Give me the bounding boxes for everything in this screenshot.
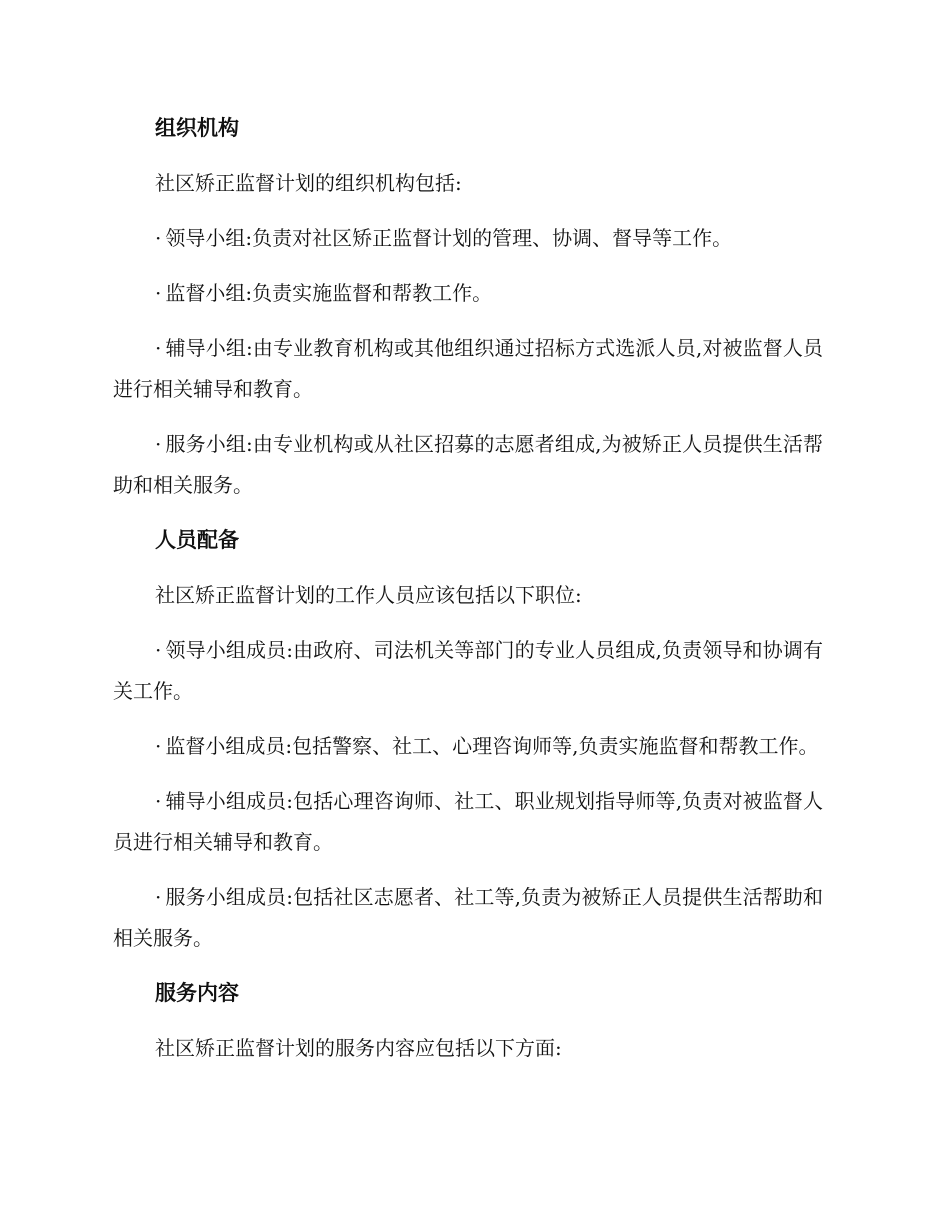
section-intro: 社区矫正监督计划的工作人员应该包括以下职位:: [155, 583, 582, 607]
section-heading: 组织机构: [155, 116, 239, 140]
bullet-dot-icon: ·: [155, 885, 162, 909]
bullet-text: 服务小组:由专业机构或从社区招募的志愿者组成,为被矫正人员提供生活帮助和相关服务。: [113, 432, 823, 497]
bullet-item: [113, 781, 823, 863]
section-intro: 社区矫正监督计划的组织机构包括:: [155, 171, 462, 195]
bullet-dot-icon: ·: [155, 734, 162, 758]
section-heading: 人员配备: [155, 528, 239, 552]
bullet-item: [113, 218, 823, 259]
bullet-text: 监督小组:负责实施监督和帮教工作。: [165, 281, 493, 305]
bullet-text: 服务小组成员:包括社区志愿者、社工等,负责为被矫正人员提供生活帮助和相关服务。: [113, 885, 823, 950]
section-heading: 服务内容: [155, 981, 239, 1005]
bullet-dot-icon: ·: [155, 432, 162, 456]
bullet-text: 监督小组成员:包括警察、社工、心理咨询师等,负责实施监督和帮教工作。: [165, 734, 819, 758]
bullet-item: [113, 424, 823, 506]
bullet-dot-icon: ·: [155, 638, 162, 662]
bullet-item: [113, 630, 823, 712]
bullet-text: 辅导小组成员:包括心理咨询师、社工、职业规划指导师等,负责对被监督人员进行相关辅导和教育。: [113, 789, 823, 854]
bullet-dot-icon: ·: [155, 789, 162, 813]
bullet-text: 领导小组:负责对社区矫正监督计划的管理、协调、督导等工作。: [165, 226, 733, 250]
bullet-dot-icon: ·: [155, 226, 162, 250]
bullet-text: 辅导小组:由专业教育机构或其他组织通过招标方式选派人员,对被监督人员进行相关辅导和教育。: [113, 336, 823, 401]
bullet-dot-icon: ·: [155, 336, 162, 360]
bullet-item: [113, 877, 823, 959]
bullet-item: [113, 273, 823, 314]
section-intro: 社区矫正监督计划的服务内容应包括以下方面:: [155, 1036, 562, 1060]
bullet-item: [113, 328, 823, 410]
bullet-dot-icon: ·: [155, 281, 162, 305]
bullet-item: [113, 726, 823, 767]
document-body: [113, 108, 823, 1083]
bullet-text: 领导小组成员:由政府、司法机关等部门的专业人员组成,负责领导和协调有关工作。: [113, 638, 823, 703]
